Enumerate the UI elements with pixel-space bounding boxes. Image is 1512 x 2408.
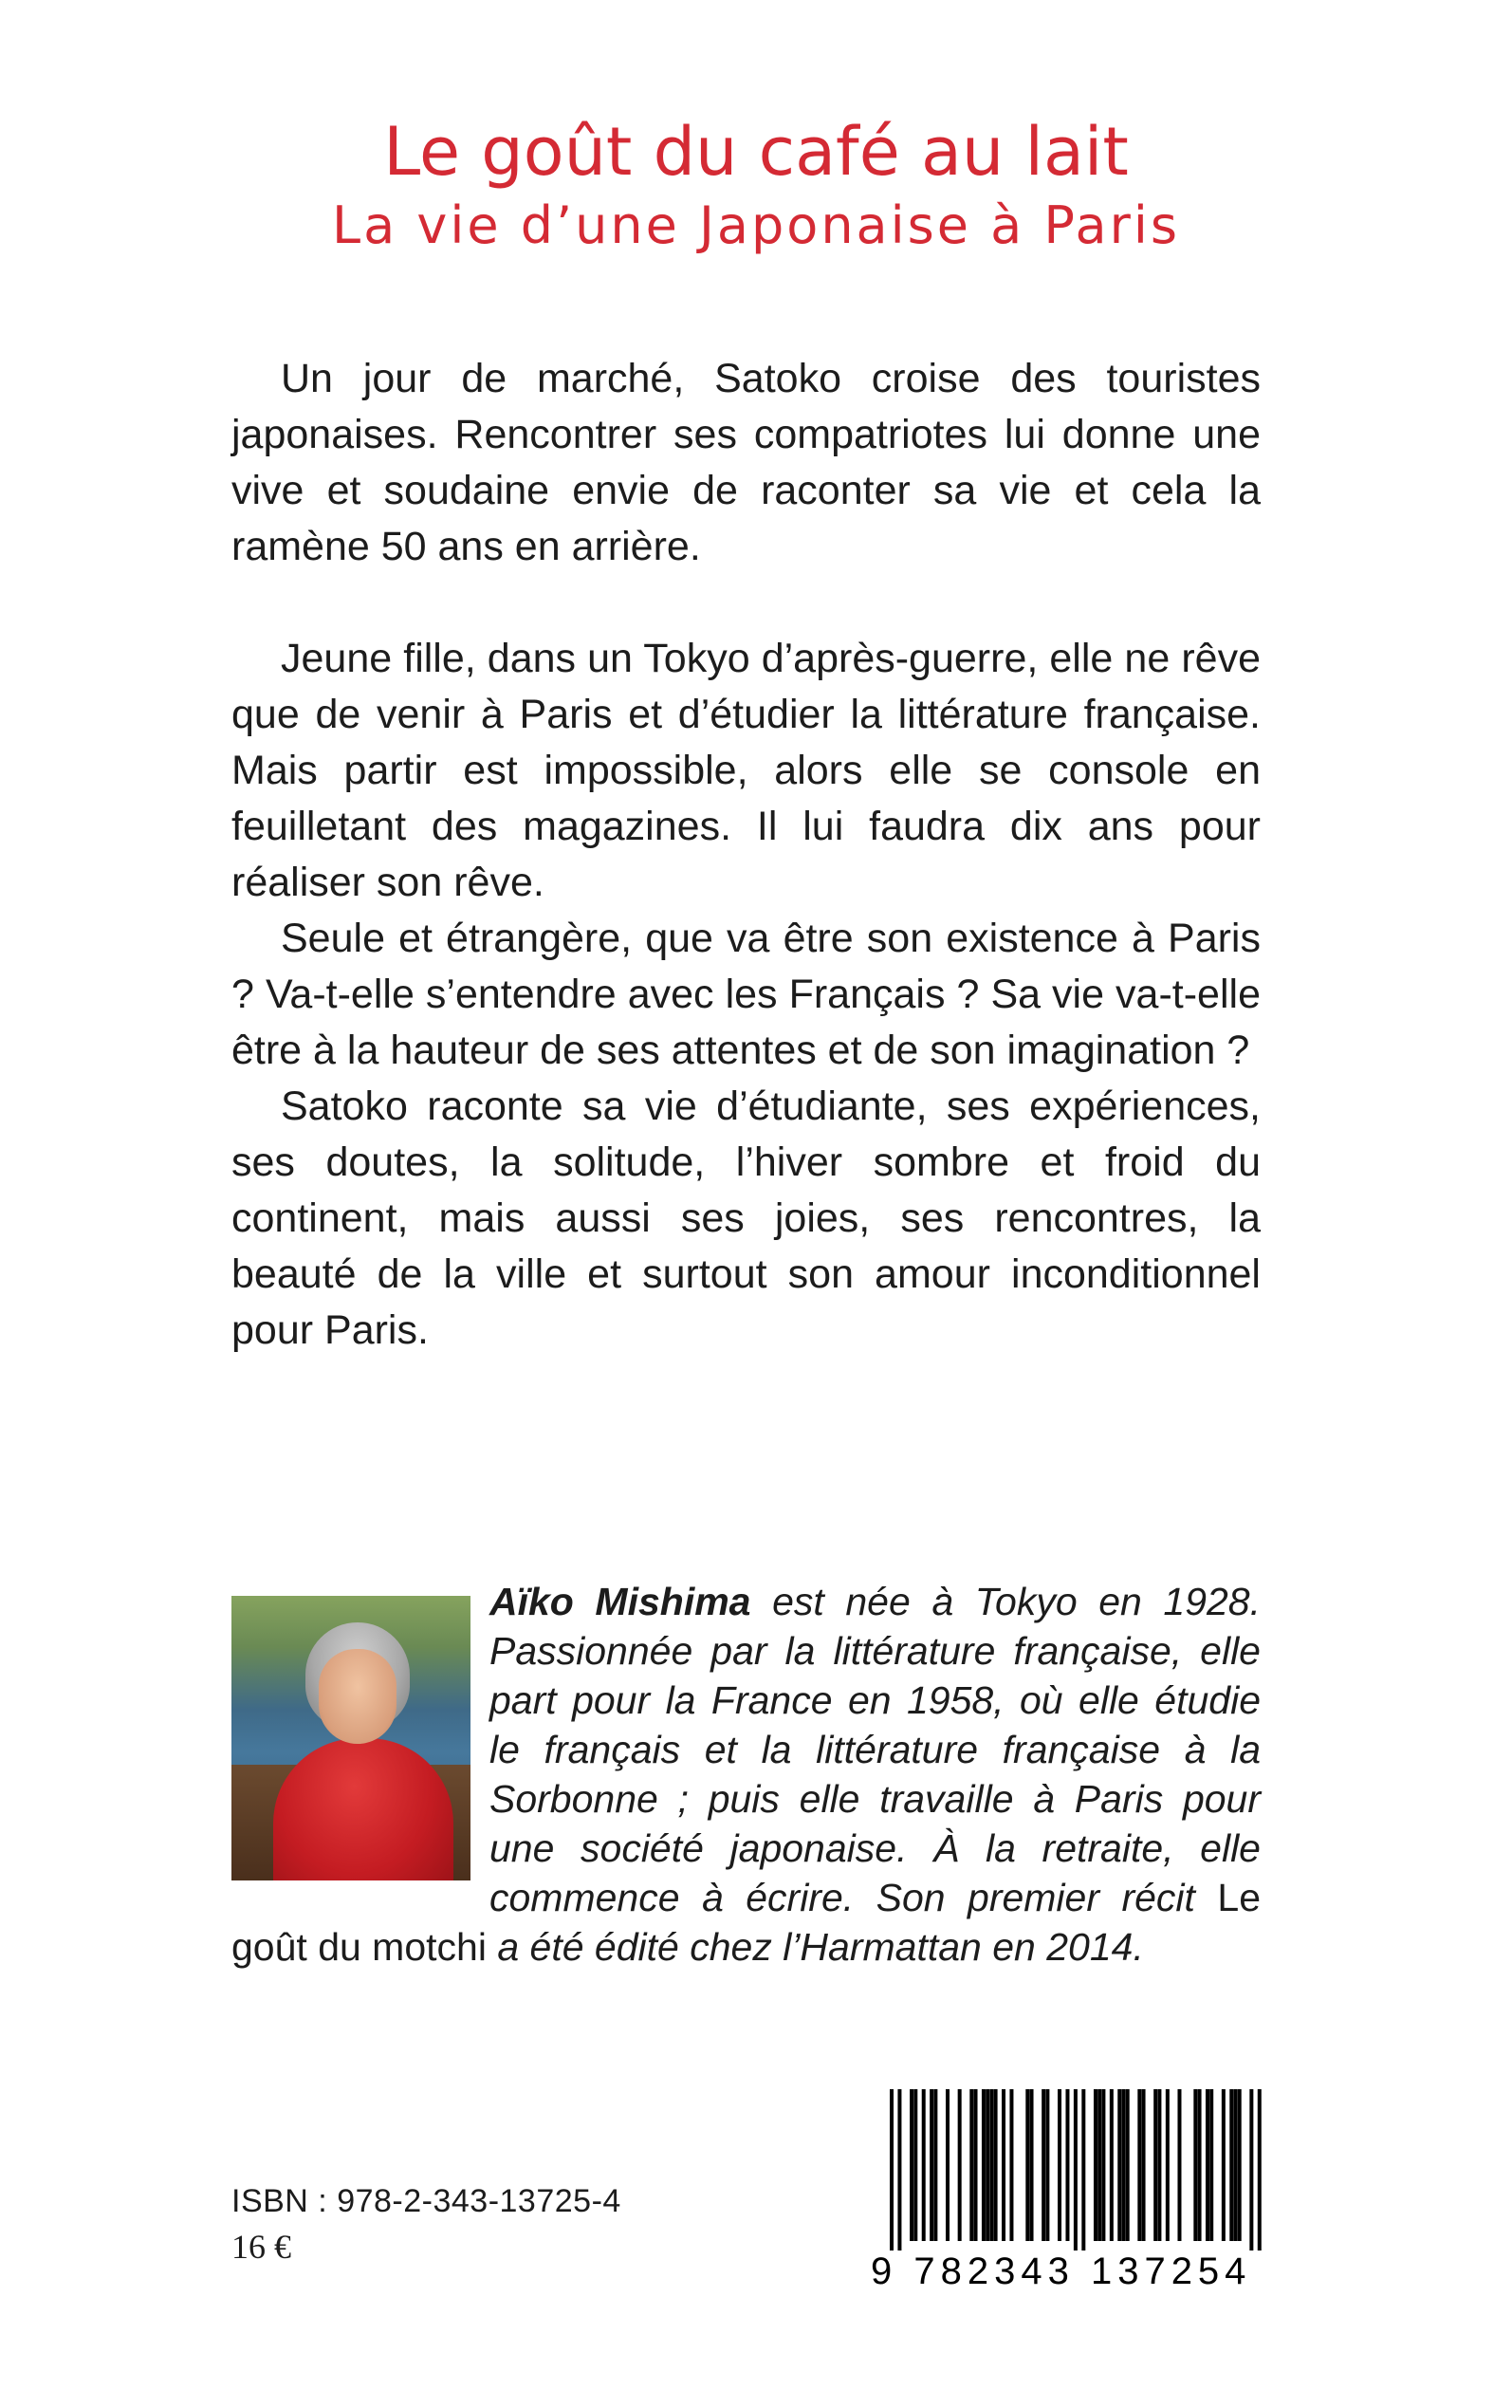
barcode-bar	[913, 2089, 917, 2241]
barcode-bar	[1126, 2089, 1130, 2241]
barcode-bar	[982, 2089, 986, 2241]
price-label: 16 €	[231, 2228, 291, 2266]
barcode-bar	[1009, 2089, 1013, 2241]
photo-spacer	[231, 1577, 489, 1899]
author-bio	[231, 1577, 1261, 1972]
barcode-bar	[1002, 2089, 1005, 2241]
back-cover-blurb	[231, 351, 1261, 1359]
blurb-paragraph-3: Seule et étrangère, que va être son existence à Paris ? Va-t-elle s’entendre avec les Français ? Sa vie va-t-elle être à la hauteur de ses attentes et de son imagination ?	[231, 916, 1261, 1073]
barcode-bar	[910, 2089, 913, 2241]
author-name: Aïko Mishima	[489, 1580, 751, 1623]
barcode-bar	[974, 2089, 978, 2241]
barcode-bar	[1193, 2089, 1197, 2241]
barcode-bar	[994, 2089, 998, 2241]
barcode-bar	[1117, 2089, 1121, 2241]
barcode-bar	[1065, 2089, 1069, 2241]
barcode-bars	[871, 2089, 1262, 2251]
barcode-bar	[1030, 2089, 1034, 2241]
barcode-bar	[1157, 2089, 1161, 2241]
barcode-bar	[958, 2089, 962, 2241]
barcode-bar	[1025, 2089, 1029, 2241]
barcode-bar	[1101, 2089, 1105, 2241]
barcode-bar	[1042, 2089, 1045, 2241]
barcode-bar	[969, 2089, 973, 2241]
barcode	[871, 2089, 1262, 2292]
barcode-bar	[897, 2089, 901, 2251]
barcode-bar	[1097, 2089, 1101, 2241]
barcode-bar	[1081, 2089, 1085, 2251]
barcode-bar	[1110, 2089, 1114, 2241]
barcode-bar	[1198, 2089, 1202, 2241]
barcode-bar	[922, 2089, 926, 2241]
author-bio-text-2: a été édité chez l’Harmattan en 2014.	[486, 1925, 1144, 1969]
barcode-bar	[1153, 2089, 1157, 2241]
barcode-bar	[1177, 2089, 1181, 2241]
barcode-bar	[1137, 2089, 1141, 2241]
barcode-bar	[1222, 2089, 1226, 2241]
barcode-bar	[1074, 2089, 1078, 2251]
barcode-bar	[1045, 2089, 1049, 2241]
barcode-bar	[1121, 2089, 1125, 2241]
blurb-paragraph-4: Satoko raconte sa vie d’étudiante, ses expériences, ses doutes, la solitude, l’hiver sombre et froid du continent, mais aussi ses joies, ses rencontres, la beauté de la ville et surtout son amour inconditionnel pour Paris.	[231, 1084, 1261, 1353]
barcode-bar	[1209, 2089, 1213, 2241]
book-subtitle: La vie d’une Japonaise à Paris	[332, 195, 1180, 255]
blurb-paragraph-1: Un jour de marché, Satoko croise des touristes japonaises. Rencontrer ses compatriotes lui donne une vive et soudaine envie de raconter sa vie et cela la ramène 50 ans en arrière.	[231, 356, 1261, 569]
author-bio-text-1: est née à Tokyo en 1928. Passionnée par la littérature française, elle part pour la France en 1958, où elle étudie le français et la littérature française à la Sorbonne ; puis elle travaille à Paris pour une société japonaise. À la retraite, elle commence à écrire. Son premier récit	[489, 1580, 1262, 1919]
barcode-bar	[1142, 2089, 1146, 2241]
barcode-bar	[890, 2089, 894, 2251]
barcode-bar	[1249, 2089, 1253, 2251]
barcode-bar	[1206, 2089, 1209, 2241]
barcode-bar	[946, 2089, 950, 2241]
barcode-bar	[933, 2089, 937, 2241]
barcode-digits: 9 782343 137254	[871, 2251, 1252, 2292]
barcode-bar	[989, 2089, 993, 2241]
book-title: Le goût du café au lait	[383, 113, 1129, 191]
barcode-bar	[1258, 2089, 1262, 2251]
blurb-paragraph-2: Jeune fille, dans un Tokyo d’après-guerre, elle ne rêve que de venir à Paris et d’étudier la littérature française. Mais partir est impossible, alors elle se console en feuilletant des magazines. Il lui faudra dix ans pour réaliser son rêve.	[231, 636, 1261, 905]
previous-book-title: Le goût du motchi	[231, 1876, 1261, 1969]
barcode-bar	[930, 2089, 933, 2241]
isbn-label: ISBN : 978-2-343-13725-4	[231, 2183, 621, 2219]
barcode-bar	[986, 2089, 989, 2241]
barcode-bar	[1229, 2089, 1233, 2241]
barcode-bar	[1058, 2089, 1061, 2241]
barcode-bar	[1094, 2089, 1097, 2241]
barcode-bar	[1233, 2089, 1237, 2241]
barcode-bar	[1238, 2089, 1242, 2241]
barcode-bar	[1166, 2089, 1170, 2241]
